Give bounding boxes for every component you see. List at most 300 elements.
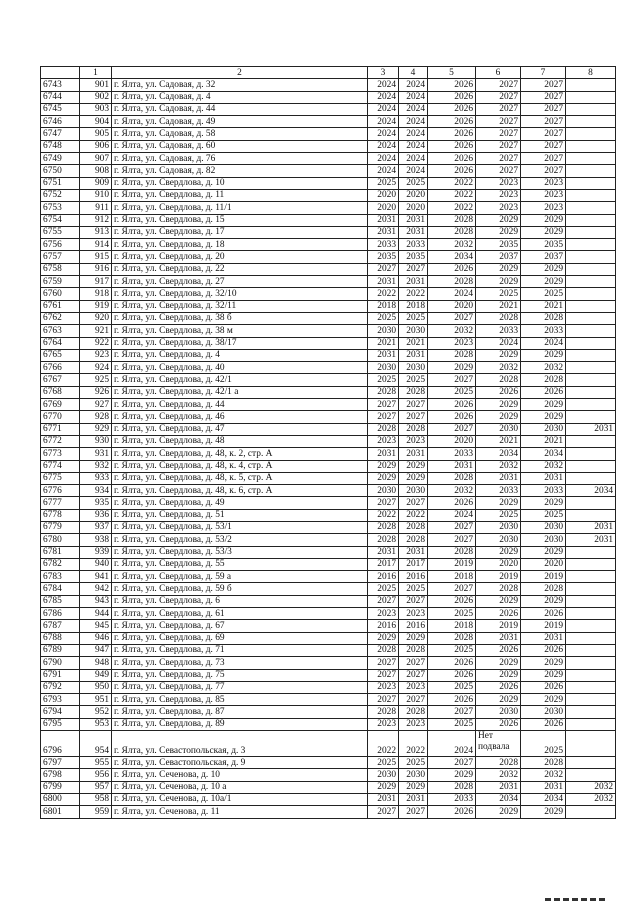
cell-col-0: 6760 [41, 288, 80, 300]
cell-col-7: 2021 [521, 300, 566, 312]
cell-col-1: 959 [80, 806, 112, 818]
cell-col-3: 2024 [368, 91, 399, 103]
cell-col-3: 2031 [368, 349, 399, 361]
cell-col-3: 2028 [368, 386, 399, 398]
cell-col-1: 946 [80, 632, 112, 644]
cell-col-3: 2025 [368, 374, 399, 386]
table-row [41, 423, 616, 435]
cell-col-4: 2024 [399, 79, 428, 91]
cell-col-7: 2025 [521, 288, 566, 300]
cell-col-7: 2023 [521, 202, 566, 214]
cell-col-6: 2033 [476, 325, 521, 337]
cell-col-3: 2022 [368, 288, 399, 300]
cell-col-3: 2027 [368, 595, 399, 607]
cell-col-0: 6780 [41, 534, 80, 546]
table-row [41, 546, 616, 558]
cell-col-7: 2029 [521, 546, 566, 558]
cell-col-5: 2026 [428, 128, 476, 140]
cell-col-5: 2027 [428, 583, 476, 595]
table-row [41, 460, 616, 472]
cell-col-8 [566, 497, 616, 509]
cell-col-1: 917 [80, 276, 112, 288]
cell-col-3: 2024 [368, 116, 399, 128]
cell-col-3: 2033 [368, 239, 399, 251]
cell-col-1: 938 [80, 534, 112, 546]
cell-col-0: 6771 [41, 423, 80, 435]
cell-col-4: 2023 [399, 681, 428, 693]
cell-col-5: 2028 [428, 349, 476, 361]
cell-col-7: 2026 [521, 608, 566, 620]
cell-col-2: г. Ялта, ул. Свердлова, д. 49 [112, 497, 368, 509]
table-row [41, 399, 616, 411]
cell-col-8 [566, 140, 616, 152]
cell-col-8 [566, 226, 616, 238]
cell-col-4: 2035 [399, 251, 428, 263]
cell-col-1: 931 [80, 448, 112, 460]
cell-col-3: 2024 [368, 79, 399, 91]
header-cell-7: 7 [521, 67, 566, 79]
cell-col-3: 2031 [368, 793, 399, 805]
cell-col-4: 2024 [399, 128, 428, 140]
cell-col-6: 2029 [476, 263, 521, 275]
cell-col-4: 2024 [399, 91, 428, 103]
cell-col-7: 2028 [521, 312, 566, 324]
cell-col-3: 2028 [368, 423, 399, 435]
cell-col-2: г. Ялта, ул. Свердлова, д. 48, к. 2, стр. А [112, 448, 368, 460]
cell-col-4: 2021 [399, 337, 428, 349]
cell-col-4: 2033 [399, 239, 428, 251]
cell-col-7: 2023 [521, 177, 566, 189]
table-row [41, 620, 616, 632]
cell-col-8 [566, 276, 616, 288]
table-row [41, 325, 616, 337]
cell-col-2: г. Ялта, ул. Сеченова, д. 10 а [112, 781, 368, 793]
cell-col-0: 6758 [41, 263, 80, 275]
cell-col-7: 2030 [521, 521, 566, 533]
cell-col-8 [566, 546, 616, 558]
cell-col-8 [566, 312, 616, 324]
cell-col-8 [566, 374, 616, 386]
cell-col-7: 2029 [521, 399, 566, 411]
cell-col-5: 2019 [428, 558, 476, 570]
cell-col-4: 2025 [399, 757, 428, 769]
cell-col-0: 6793 [41, 694, 80, 706]
cell-col-3: 2022 [368, 731, 399, 757]
cell-col-6: 2026 [476, 718, 521, 730]
cell-col-0: 6764 [41, 337, 80, 349]
cell-col-4: 2028 [399, 521, 428, 533]
cell-col-2: г. Ялта, ул. Свердлова, д. 89 [112, 718, 368, 730]
cell-col-5: 2029 [428, 769, 476, 781]
cell-col-8 [566, 657, 616, 669]
cell-col-1: 902 [80, 91, 112, 103]
cell-col-0: 6768 [41, 386, 80, 398]
cell-col-6: 2034 [476, 793, 521, 805]
cell-col-0: 6756 [41, 239, 80, 251]
cell-col-5: 2026 [428, 657, 476, 669]
cell-col-7: 2019 [521, 571, 566, 583]
cell-col-7: 2031 [521, 781, 566, 793]
cell-col-1: 937 [80, 521, 112, 533]
cell-col-8 [566, 165, 616, 177]
cell-col-5: 2020 [428, 300, 476, 312]
cell-col-2: г. Ялта, ул. Свердлова, д. 11 [112, 189, 368, 201]
cell-col-5: 2020 [428, 435, 476, 447]
cell-col-7: 2032 [521, 362, 566, 374]
cell-col-3: 2031 [368, 214, 399, 226]
cell-col-2: г. Ялта, ул. Свердлова, д. 42/1 а [112, 386, 368, 398]
cell-col-1: 942 [80, 583, 112, 595]
cell-col-0: 6747 [41, 128, 80, 140]
cell-col-0: 6794 [41, 706, 80, 718]
cell-col-3: 2021 [368, 337, 399, 349]
cell-col-5: 2029 [428, 362, 476, 374]
cell-col-3: 2025 [368, 583, 399, 595]
table-row [41, 177, 616, 189]
table-row [41, 202, 616, 214]
table-row [41, 251, 616, 263]
cell-col-3: 2030 [368, 485, 399, 497]
table-row [41, 706, 616, 718]
cell-col-7: 2027 [521, 153, 566, 165]
cell-col-6: 2021 [476, 300, 521, 312]
cell-col-6: 2027 [476, 165, 521, 177]
cell-col-0: 6798 [41, 769, 80, 781]
cell-col-4: 2024 [399, 103, 428, 115]
cell-col-2: г. Ялта, ул. Свердлова, д. 32/10 [112, 288, 368, 300]
cell-col-0: 6759 [41, 276, 80, 288]
cell-col-2: г. Ялта, ул. Свердлова, д. 48, к. 6, стр. А [112, 485, 368, 497]
table-row [41, 263, 616, 275]
cell-col-6: 2027 [476, 91, 521, 103]
cell-col-1: 945 [80, 620, 112, 632]
cell-col-5: 2025 [428, 386, 476, 398]
cell-col-5: 2026 [428, 79, 476, 91]
cell-col-4: 2027 [399, 411, 428, 423]
cell-col-8 [566, 681, 616, 693]
cell-col-2: г. Ялта, ул. Садовая, д. 82 [112, 165, 368, 177]
cell-col-0: 6777 [41, 497, 80, 509]
cell-col-0: 6795 [41, 718, 80, 730]
cell-col-6: 2027 [476, 103, 521, 115]
table-row [41, 448, 616, 460]
cell-col-6: 2030 [476, 521, 521, 533]
cell-col-3: 2018 [368, 300, 399, 312]
cell-col-4: 2024 [399, 116, 428, 128]
cell-col-7: 2027 [521, 116, 566, 128]
cell-col-3: 2024 [368, 103, 399, 115]
cell-col-8 [566, 91, 616, 103]
cell-col-3: 2031 [368, 448, 399, 460]
table-row [41, 79, 616, 91]
cell-col-0: 6789 [41, 644, 80, 656]
cell-col-1: 923 [80, 349, 112, 361]
cell-col-7: 2029 [521, 349, 566, 361]
cell-col-2: г. Ялта, ул. Свердлова, д. 32/11 [112, 300, 368, 312]
cell-col-5: 2026 [428, 411, 476, 423]
cell-col-2: г. Ялта, ул. Садовая, д. 4 [112, 91, 368, 103]
cell-col-7: 2029 [521, 669, 566, 681]
cell-col-1: 907 [80, 153, 112, 165]
cell-col-4: 2020 [399, 189, 428, 201]
header-cell-5: 5 [428, 67, 476, 79]
cell-col-1: 908 [80, 165, 112, 177]
cell-col-1: 912 [80, 214, 112, 226]
cell-col-8 [566, 583, 616, 595]
cell-col-5: 2026 [428, 116, 476, 128]
cell-col-6: 2029 [476, 226, 521, 238]
table-row [41, 806, 616, 818]
cell-col-5: 2025 [428, 681, 476, 693]
cell-col-6: 2019 [476, 620, 521, 632]
cell-col-6: 2020 [476, 558, 521, 570]
cell-col-4: 2027 [399, 694, 428, 706]
table-row [41, 153, 616, 165]
cell-col-7: 2027 [521, 91, 566, 103]
cell-col-2: г. Ялта, ул. Свердлова, д. 48, к. 5, стр. А [112, 472, 368, 484]
table-row [41, 276, 616, 288]
table-row [41, 226, 616, 238]
cell-col-2: г. Ялта, ул. Свердлова, д. 15 [112, 214, 368, 226]
cell-col-4: 2027 [399, 657, 428, 669]
table-row [41, 362, 616, 374]
cell-col-8 [566, 620, 616, 632]
table-row [41, 116, 616, 128]
table-row [41, 669, 616, 681]
cell-col-8 [566, 718, 616, 730]
table-row [41, 485, 616, 497]
cell-col-2: г. Ялта, ул. Сеченова, д. 10а/1 [112, 793, 368, 805]
cell-col-1: 925 [80, 374, 112, 386]
cell-col-2: г. Ялта, ул. Свердлова, д. 87 [112, 706, 368, 718]
cell-col-2: г. Ялта, ул. Свердлова, д. 59 б [112, 583, 368, 595]
cell-col-2: г. Ялта, ул. Свердлова, д. 4 [112, 349, 368, 361]
cell-col-1: 906 [80, 140, 112, 152]
cell-col-0: 6749 [41, 153, 80, 165]
cell-col-2: г. Ялта, ул. Севастопольская, д. 9 [112, 757, 368, 769]
table-row [41, 718, 616, 730]
table-row [41, 632, 616, 644]
table-row [41, 140, 616, 152]
cell-col-0: 6776 [41, 485, 80, 497]
table-row [41, 769, 616, 781]
cell-col-2: г. Ялта, ул. Свердлова, д. 69 [112, 632, 368, 644]
cell-col-6: 2029 [476, 411, 521, 423]
cell-col-3: 2023 [368, 435, 399, 447]
cell-col-1: 949 [80, 669, 112, 681]
cell-col-5: 2028 [428, 546, 476, 558]
cell-col-5: 2025 [428, 608, 476, 620]
cell-col-4: 2016 [399, 620, 428, 632]
cell-col-3: 2024 [368, 128, 399, 140]
cell-col-8 [566, 337, 616, 349]
table-row [41, 91, 616, 103]
cell-col-7: 2034 [521, 448, 566, 460]
cell-col-3: 2029 [368, 632, 399, 644]
cell-col-1: 918 [80, 288, 112, 300]
cell-col-0: 6774 [41, 460, 80, 472]
cell-col-5: 2024 [428, 731, 476, 757]
cell-col-8 [566, 595, 616, 607]
cell-col-6: 2023 [476, 189, 521, 201]
cell-col-0: 6762 [41, 312, 80, 324]
cell-col-5: 2026 [428, 153, 476, 165]
cell-col-0: 6767 [41, 374, 80, 386]
cell-col-7: 2019 [521, 620, 566, 632]
cell-col-4: 2022 [399, 731, 428, 757]
cell-col-5: 2028 [428, 276, 476, 288]
cell-col-1: 953 [80, 718, 112, 730]
table-row [41, 337, 616, 349]
cell-col-6: 2027 [476, 128, 521, 140]
cell-col-0: 6744 [41, 91, 80, 103]
cell-col-8 [566, 362, 616, 374]
cell-col-3: 2020 [368, 189, 399, 201]
cell-col-7: 2028 [521, 757, 566, 769]
cell-col-5: 2025 [428, 718, 476, 730]
cell-col-3: 2024 [368, 153, 399, 165]
cell-col-1: 926 [80, 386, 112, 398]
cell-col-1: 932 [80, 460, 112, 472]
cell-col-8: 2032 [566, 793, 616, 805]
cell-col-3: 2029 [368, 472, 399, 484]
cell-col-5: 2026 [428, 669, 476, 681]
cell-col-2: г. Ялта, ул. Свердлова, д. 6 [112, 595, 368, 607]
cell-col-6: 2026 [476, 644, 521, 656]
cell-col-1: 948 [80, 657, 112, 669]
cell-col-1: 913 [80, 226, 112, 238]
cell-col-8 [566, 706, 616, 718]
cell-col-3: 2029 [368, 781, 399, 793]
cell-col-4: 2030 [399, 769, 428, 781]
cell-col-2: г. Ялта, ул. Сеченова, д. 11 [112, 806, 368, 818]
cell-col-7: 2030 [521, 534, 566, 546]
cell-col-1: 947 [80, 644, 112, 656]
cell-col-1: 915 [80, 251, 112, 263]
cell-col-1: 905 [80, 128, 112, 140]
cell-col-4: 2025 [399, 374, 428, 386]
document-sheet [40, 66, 616, 819]
cell-col-1: 922 [80, 337, 112, 349]
cell-col-0: 6754 [41, 214, 80, 226]
cell-col-2: г. Ялта, ул. Свердлова, д. 38 б [112, 312, 368, 324]
cell-col-8 [566, 757, 616, 769]
cell-col-5: 2025 [428, 644, 476, 656]
cell-col-5: 2026 [428, 399, 476, 411]
cell-col-4: 2018 [399, 300, 428, 312]
cell-col-7: 2021 [521, 435, 566, 447]
cell-col-2: г. Ялта, ул. Садовая, д. 49 [112, 116, 368, 128]
cell-col-4: 2031 [399, 276, 428, 288]
cell-col-1: 950 [80, 681, 112, 693]
cell-col-4: 2029 [399, 472, 428, 484]
cell-col-0: 6790 [41, 657, 80, 669]
cell-col-4: 2022 [399, 288, 428, 300]
cell-col-2: г. Ялта, ул. Свердлова, д. 75 [112, 669, 368, 681]
cell-col-0: 6783 [41, 571, 80, 583]
cell-col-8 [566, 288, 616, 300]
cell-col-8 [566, 103, 616, 115]
cell-col-7: 2032 [521, 460, 566, 472]
cell-col-8 [566, 509, 616, 521]
cell-col-0: 6788 [41, 632, 80, 644]
cell-col-1: 909 [80, 177, 112, 189]
cell-col-8 [566, 386, 616, 398]
cell-col-4: 2028 [399, 534, 428, 546]
cell-col-8 [566, 694, 616, 706]
cell-col-8 [566, 153, 616, 165]
cell-col-8 [566, 239, 616, 251]
cell-col-8 [566, 128, 616, 140]
cell-col-2: г. Ялта, ул. Свердлова, д. 53/1 [112, 521, 368, 533]
table-row [41, 374, 616, 386]
cell-col-0: 6765 [41, 349, 80, 361]
cell-col-5: 2028 [428, 226, 476, 238]
cell-col-4: 2030 [399, 325, 428, 337]
cell-col-7: 2033 [521, 485, 566, 497]
cell-col-4: 2025 [399, 583, 428, 595]
cell-col-1: 916 [80, 263, 112, 275]
cell-col-1: 920 [80, 312, 112, 324]
cell-col-3: 2025 [368, 177, 399, 189]
cell-col-6: 2030 [476, 706, 521, 718]
cell-col-7: 2026 [521, 681, 566, 693]
cell-col-6: 2037 [476, 251, 521, 263]
cell-col-3: 2023 [368, 718, 399, 730]
cell-col-6: 2029 [476, 657, 521, 669]
cell-col-0: 6748 [41, 140, 80, 152]
cell-col-5: 2028 [428, 781, 476, 793]
cell-col-8: 2032 [566, 781, 616, 793]
cell-col-2: г. Ялта, ул. Свердлова, д. 53/2 [112, 534, 368, 546]
cell-col-7: 2024 [521, 337, 566, 349]
cell-col-6: 2021 [476, 435, 521, 447]
page-edge-mark [545, 898, 605, 905]
cell-col-5: 2026 [428, 694, 476, 706]
cell-col-4: 2027 [399, 595, 428, 607]
cell-col-7: 2029 [521, 263, 566, 275]
cell-col-5: 2033 [428, 448, 476, 460]
cell-col-6: 2029 [476, 349, 521, 361]
cell-col-3: 2027 [368, 263, 399, 275]
cell-col-6: 2029 [476, 595, 521, 607]
cell-col-8: 2034 [566, 485, 616, 497]
cell-col-4: 2031 [399, 214, 428, 226]
cell-col-8 [566, 669, 616, 681]
cell-col-6: 2032 [476, 460, 521, 472]
cell-col-4: 2024 [399, 165, 428, 177]
cell-col-4: 2028 [399, 423, 428, 435]
cell-col-2: г. Ялта, ул. Садовая, д. 60 [112, 140, 368, 152]
cell-col-2: г. Ялта, ул. Свердлова, д. 59 а [112, 571, 368, 583]
cell-col-4: 2017 [399, 558, 428, 570]
cell-col-1: 944 [80, 608, 112, 620]
cell-col-6: 2030 [476, 534, 521, 546]
cell-col-0: 6769 [41, 399, 80, 411]
cell-col-4: 2031 [399, 793, 428, 805]
cell-col-2: г. Ялта, ул. Свердлова, д. 71 [112, 644, 368, 656]
cell-col-6: 2028 [476, 757, 521, 769]
cell-col-6: 2035 [476, 239, 521, 251]
cell-col-1: 924 [80, 362, 112, 374]
cell-col-6: 2027 [476, 140, 521, 152]
cell-col-0: 6750 [41, 165, 80, 177]
cell-col-0: 6773 [41, 448, 80, 460]
cell-col-2: г. Ялта, ул. Свердлова, д. 38/17 [112, 337, 368, 349]
cell-col-6: 2029 [476, 276, 521, 288]
table-row [41, 644, 616, 656]
cell-col-8 [566, 472, 616, 484]
